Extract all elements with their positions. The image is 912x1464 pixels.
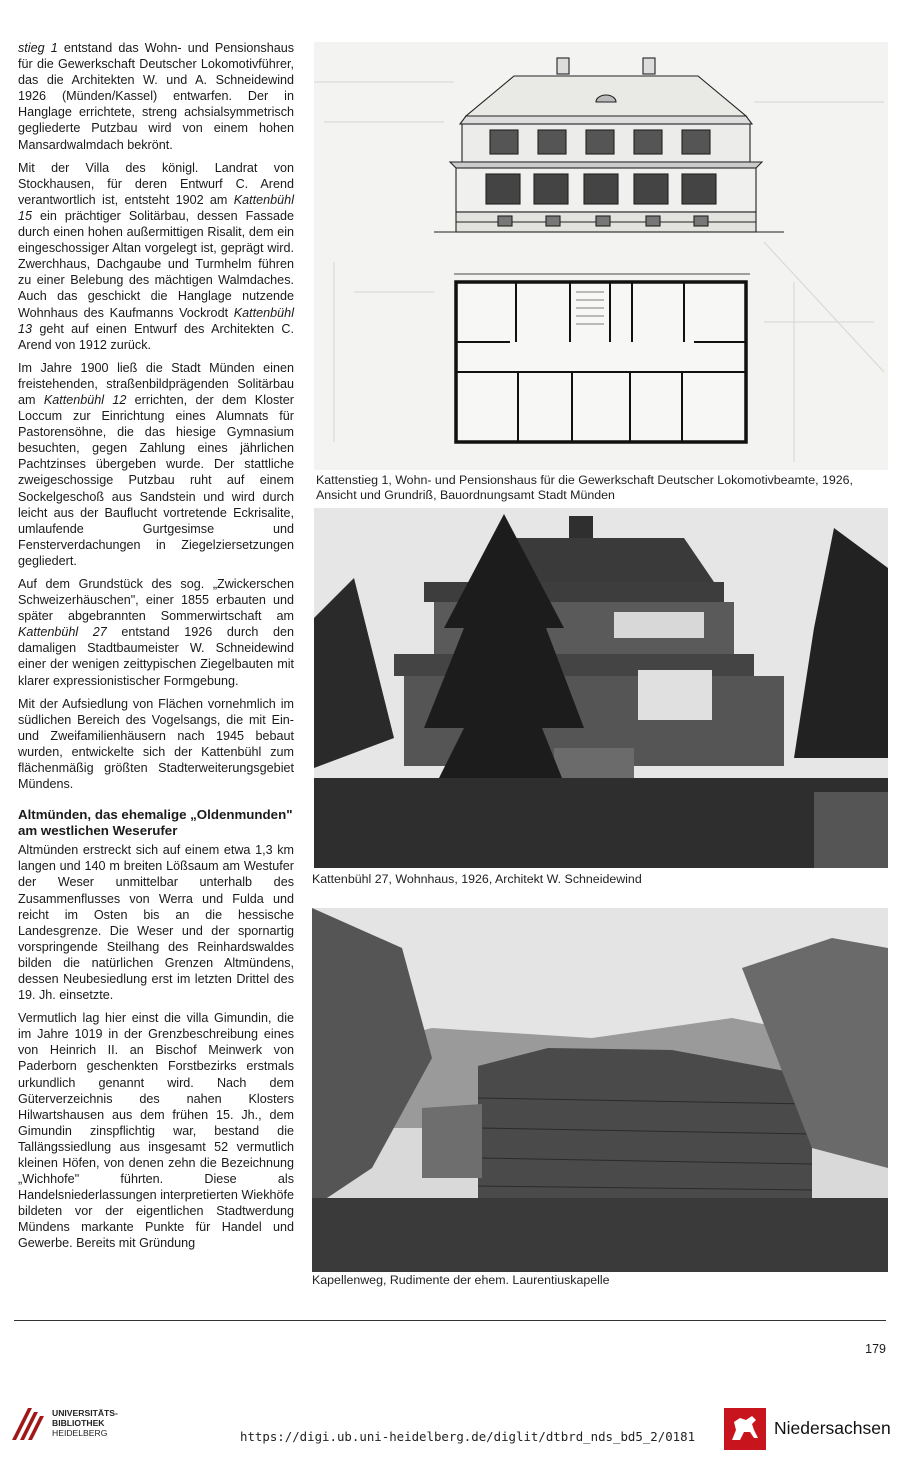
text-run: errichten, der dem Kloster Loccum zur Einrichtung eines Alumnats für Pastorensöhne, die das hiesige Gymnasium besuchten, gegen Zahlung eines jährlichen Pachtzinses übergeben wurde. Der stattliche zweigeschossige Putzbau ruht auf einem Sockelgeschoß aus Sandstein und wird durch leicht aus der Bauflucht vortretende Eckrisalite, umlaufende Gurtgesimse und Fensterverdachungen in Ziegelziersetzungen gegliedert.: [18, 392, 294, 568]
text-run: Auf dem Grundstück des sog. „Zwickerschen Schweizerhäuschen", einer 1855 erbauten und später abgebrannten Sommerwirtschaft am: [18, 577, 294, 624]
page-number: 179: [865, 1342, 886, 1356]
text-run: Vermutlich lag hier einst die villa Gimundin, die im Jahre 1019 in der Grenzbeschreibung eines von Heinrich II. an Bischof Meinwerk von Paderborn geschenkten Forstbezirks erstmals urkundlich genannt wird. Nach dem Güterverzeichnis des nahen Klosters Hilwartshausen aus dem frühen 15. Jh., dem Gimundin zinspflichtig war, bestand die Tallängssiedlung aus insgesamt 52 vermutlich kleinen Höfen, von denen zehn die Bezeichnung „Wichhofe" führten. Diese als Handelsniederlassungen interpretierten Wiekhöfe bildeten vor der eigentlichen Stadtwerdung Mündens markante Punkte für Handel und Gewerbe. Bereits mit Gründung: [18, 1011, 294, 1251]
text-run: entstand das Wohn- und Pensionshaus für die Gewerkschaft Deutscher Lokomotivführer, das die Architekten W. und A. Schneidewind 1926 (Münden/Kassel) entwarfen. Der in Hanglage errichtete, streng achsialsymmetrisch gegliederte Putzbau wird von einem hohen Mansardwalmdach bekrönt.: [18, 41, 295, 152]
italic-street-name: Kattenbühl 27: [18, 625, 107, 640]
text-run: Im Jahre 1900 ließ die Stadt Münden einen freistehenden, straßenbildprägenden Solitärbau am: [18, 360, 294, 407]
photo-laurentiuskapelle: [312, 908, 888, 1272]
text-run: geht auf einen Entwurf des Architekten C. Arend von 1912 zurück.: [18, 321, 294, 352]
section-heading: Altmünden, das ehemalige „Oldenmunden" am westlichen Weserufer: [18, 807, 293, 839]
italic-street-name: stieg 1: [18, 41, 58, 55]
footer-bar: [0, 1396, 912, 1464]
source-url-link[interactable]: https://digi.ub.uni-heidelberg.de/diglit/dtbrd_nds_bd5_2/0181: [240, 1429, 696, 1444]
photo-kattenbuehl-27: [314, 508, 888, 868]
text-run: ein prächtiger Solitärbau, dessen Fassade durch einen hohen außermittigen Risalit, dem ein eingeschossiger Altan vorgelegt ist, geprägt wird. Zwerchhaus, Dachgaube und Turmhelm führen zu einer Belebung des mächtigen Walmdaches. Auch das geschickt die Hanglage nutzende Wohnhaus des Kaufmanns Vockrodt: [18, 208, 294, 320]
paragraph-4: [18, 576, 294, 689]
left-text-column: [18, 40, 294, 1259]
italic-street-name: Kattenbühl 15: [18, 192, 294, 223]
state-name: Niedersachsen: [774, 1418, 891, 1438]
paragraph-7: [18, 1010, 294, 1251]
photo1-caption: Kattenbühl 27, Wohnhaus, 1926, Architekt W. Schneidewind: [312, 872, 642, 886]
architectural-drawing: [314, 42, 888, 470]
paragraph-6: [18, 842, 294, 1003]
paragraph-5: [18, 696, 294, 793]
text-run: entstand 1926 durch den damaligen Stadtbaumeister W. Schneidewind einer der wenigen zeittypischen Ziegelbauten mit klarer expressionistischer Formgebung.: [18, 625, 294, 688]
paragraph-1: [18, 40, 294, 153]
library-name: UNIVERSITÄTS- BIBLIOTHEK HEIDELBERG: [52, 1408, 118, 1438]
paragraph-3: [18, 360, 294, 569]
floor-plan: [454, 274, 750, 442]
text-run: Altmünden erstreckt sich auf einem etwa 1,3 km langen und 140 m breiten Lößsaum am Westufer der Weser unmittelbar unterhalb des Zusammenflusses von Werra und Fulda und reicht im Osten bis an die hessische Landesgrenze. Die Weser und der spornartig vorspringende Steilhang des Reinhardswaldes bilden die natürlichen Grenzen Altmündens, dessen Neubesiedlung erst im letzten Drittel des 19. Jh. einsetzte.: [18, 843, 294, 1003]
photo2-caption: Kapellenweg, Rudimente der ehem. Laurentiuskapelle: [312, 1273, 610, 1287]
paragraph-2: [18, 160, 294, 353]
italic-street-name: Kattenbühl 12: [43, 392, 127, 407]
text-run: Mit der Villa des königl. Landrat von Stockhausen, für deren Entwurf C. Arend verantwortlich ist, entsteht 1902 am: [18, 160, 294, 207]
text-run: Mit der Aufsiedlung von Flächen vornehmlich im südlichen Bereich des Vogelsangs, die mit Ein- und Zweifamilienhäusern nach 1945 bebaut wurden, entwickelte sich der Kattenbühl zum flächenmäßig größten Stadterweiterungsgebiet Mündens.: [18, 696, 294, 792]
niedersachsen-horse-logo-icon: [724, 1408, 766, 1450]
library-logo-icon: [8, 1404, 48, 1444]
drawing-caption: Kattenstieg 1, Wohn- und Pensionshaus für die Gewerkschaft Deutscher Lokomotivbeamte, 1926, Ansicht und Grundriß, Bauordnungsamt Stadt Münden: [316, 473, 854, 502]
footer-rule: [14, 1320, 886, 1321]
italic-street-name: Kattenbühl 13: [18, 305, 294, 336]
